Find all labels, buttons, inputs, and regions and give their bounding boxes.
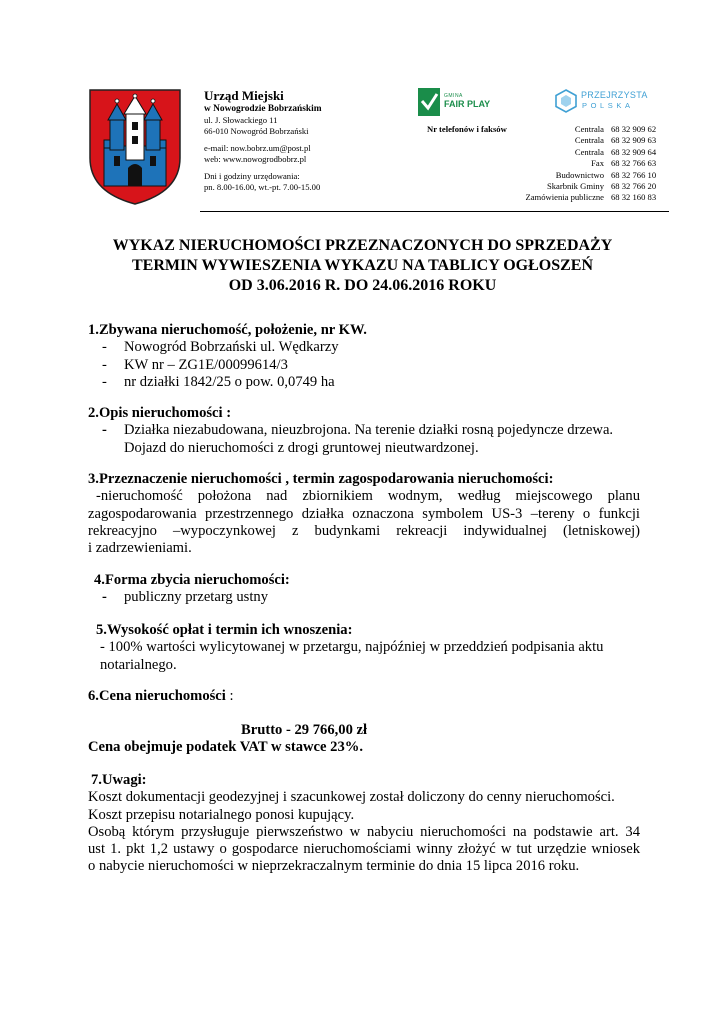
phone-number: 68 32 909 63 — [611, 135, 657, 146]
office-name: Urząd Miejski — [204, 88, 284, 103]
section-3-line: i zadrzewieniami. — [88, 540, 192, 557]
section-3-line: rekreacyjno –wypoczynkowej z budynkami rekreacji indywidualnej (letniskowej) — [88, 522, 640, 539]
section-2-heading: 2.Opis nieruchomości : — [88, 405, 232, 421]
phone-row — [470, 170, 667, 181]
list-item: - nr działki 1842/25 o pow. 0,0749 ha — [102, 373, 335, 390]
hexagon-icon — [555, 89, 577, 113]
polska-text: POLSKA — [582, 101, 634, 110]
list-item: - Działka niezabudowana, nieuzbrojona. Na terenie działki rosną pojedyncze drzewa. — [102, 422, 614, 439]
phone-number: 68 32 766 63 — [611, 158, 657, 169]
section-6 — [88, 688, 234, 705]
section-5 — [96, 622, 603, 674]
section-5-heading: 5.Wysokość opłat i termin ich wnoszenia: — [96, 622, 353, 638]
section-6-heading-line: 6.Cena nieruchomości : — [88, 688, 234, 704]
phone-row — [470, 147, 667, 158]
address-street: ul. J. Słowackiego 11 — [204, 115, 278, 125]
section-1 — [88, 322, 367, 391]
phone-row — [470, 192, 667, 203]
section-3-line: -nieruchomość położona nad zbiornikiem wodnym, według miejscowego planu — [96, 488, 640, 505]
title-line-3: OD 3.06.2016 R. DO 24.06.2016 ROKU — [228, 277, 497, 294]
phone-label: Centrala — [574, 124, 604, 134]
phone-row — [470, 181, 667, 192]
checkmark-icon — [418, 88, 440, 116]
phones-label: Nr telefonów i faksów — [427, 124, 507, 134]
town-crest-logo — [88, 88, 182, 206]
section-7 — [88, 772, 640, 876]
section-7-line: o nabycie nieruchomości w nieprzekraczalnym terminie do dnia 15 lipca 2016 roku. — [88, 858, 580, 875]
phone-label: Budownictwo — [555, 169, 604, 180]
email-text: e-mail: now.bobrz.um@post.pl — [204, 143, 311, 154]
price-gross: Brutto - 29 766,00 zł — [241, 722, 368, 738]
header-divider — [200, 211, 669, 212]
fair-play-text: FAIR PLAY — [444, 99, 491, 109]
list-item: - Nowogród Bobrzański ul. Wędkarzy — [102, 339, 339, 356]
section-5-line: notarialnego. — [100, 656, 177, 673]
title-line-1: WYKAZ NIERUCHOMOŚCI PRZEZNACZONYCH DO SPRZEDAŻY — [112, 237, 613, 254]
phone-number: 68 32 160 83 — [611, 192, 657, 203]
phone-label: Centrala — [574, 135, 604, 146]
fair-play-logo — [418, 88, 510, 116]
section-2 — [88, 405, 613, 457]
section-5-line: - 100% wartości wylicytowanej w przetargu, najpóźniej w przeddzień podpisania aktu — [100, 639, 604, 656]
office-address-block — [204, 88, 322, 193]
section-6-heading: 6.Cena nieruchomości — [88, 688, 226, 704]
section-4 — [94, 572, 290, 607]
phone-row — [470, 158, 667, 169]
list-item: - publiczny przetarg ustny — [102, 589, 269, 606]
phone-label: Centrala — [574, 146, 604, 157]
hours-label: Dni i godziny urzędowania: — [204, 171, 300, 182]
section-3-heading: 3.Przeznaczenie nieruchomości , termin zagospodarowania nieruchomości: — [88, 471, 554, 487]
phone-list — [470, 124, 667, 204]
section-3 — [88, 471, 640, 557]
office-location: w Nowogrodzie Bobrzańskim — [204, 104, 322, 114]
fair-play-small-text: GMINA — [444, 93, 463, 99]
address-city: 66-010 Nowogród Bobrzański — [204, 125, 309, 136]
section-4-heading: 4.Forma zbycia nieruchomości: — [94, 572, 290, 588]
document-title — [0, 236, 725, 296]
section-3-line: zagospodarowania przestrzennego działka oznaczona symbolem US-3 –tereny o funkcji — [88, 505, 640, 522]
phone-row — [470, 124, 667, 135]
list-item-continuation: Dojazd do nieruchomości z drogi gruntowej nieutwardzonej. — [124, 439, 479, 456]
przejrzysta-text: PRZEJRZYSTA — [581, 90, 648, 100]
phone-label: Zamówienia publiczne — [525, 192, 604, 203]
section-7-line: Koszt przepisu notarialnego ponosi kupujący. — [88, 806, 355, 823]
web-text: web: www.nowogrodbobrz.pl — [204, 153, 307, 164]
section-1-heading: 1.Zbywana nieruchomość, położenie, nr KW. — [88, 322, 367, 338]
przejrzysta-polska-logo — [555, 88, 655, 114]
phone-label: Fax — [591, 158, 604, 169]
section-7-line: Koszt dokumentacji geodezyjnej i szacunkowej został doliczony do cenny nieruchomości. — [88, 789, 615, 806]
phone-number: 68 32 909 64 — [611, 146, 657, 157]
title-line-2: TERMIN WYWIESZENIA WYKAZU NA TABLICY OGŁOSZEŃ — [132, 257, 593, 274]
hours-text: pn. 8.00-16.00, wt.-pt. 7.00-15.00 — [204, 181, 321, 192]
section-7-line: ust 1. pkt 1,2 ustawy o gospodarce nieruchomościami winny złożyć w tut urzędzie wniosek — [88, 841, 640, 858]
phone-label: Skarbnik Gminy — [546, 181, 604, 192]
section-7-heading: 7.Uwagi: — [91, 772, 147, 788]
phone-number: 68 32 766 10 — [611, 169, 657, 180]
phone-number: 68 32 766 20 — [611, 181, 657, 192]
phone-row — [470, 135, 667, 146]
vat-note: Cena obejmuje podatek VAT w stawce 23%. — [88, 739, 363, 755]
section-7-line: Osobą którym przysługuje pierwszeństwo w nabyciu nieruchomości na podstawie art. 34 — [88, 823, 640, 840]
list-item: - KW nr – ZG1E/00099614/3 — [102, 356, 288, 373]
phone-number: 68 32 909 62 — [611, 124, 657, 134]
